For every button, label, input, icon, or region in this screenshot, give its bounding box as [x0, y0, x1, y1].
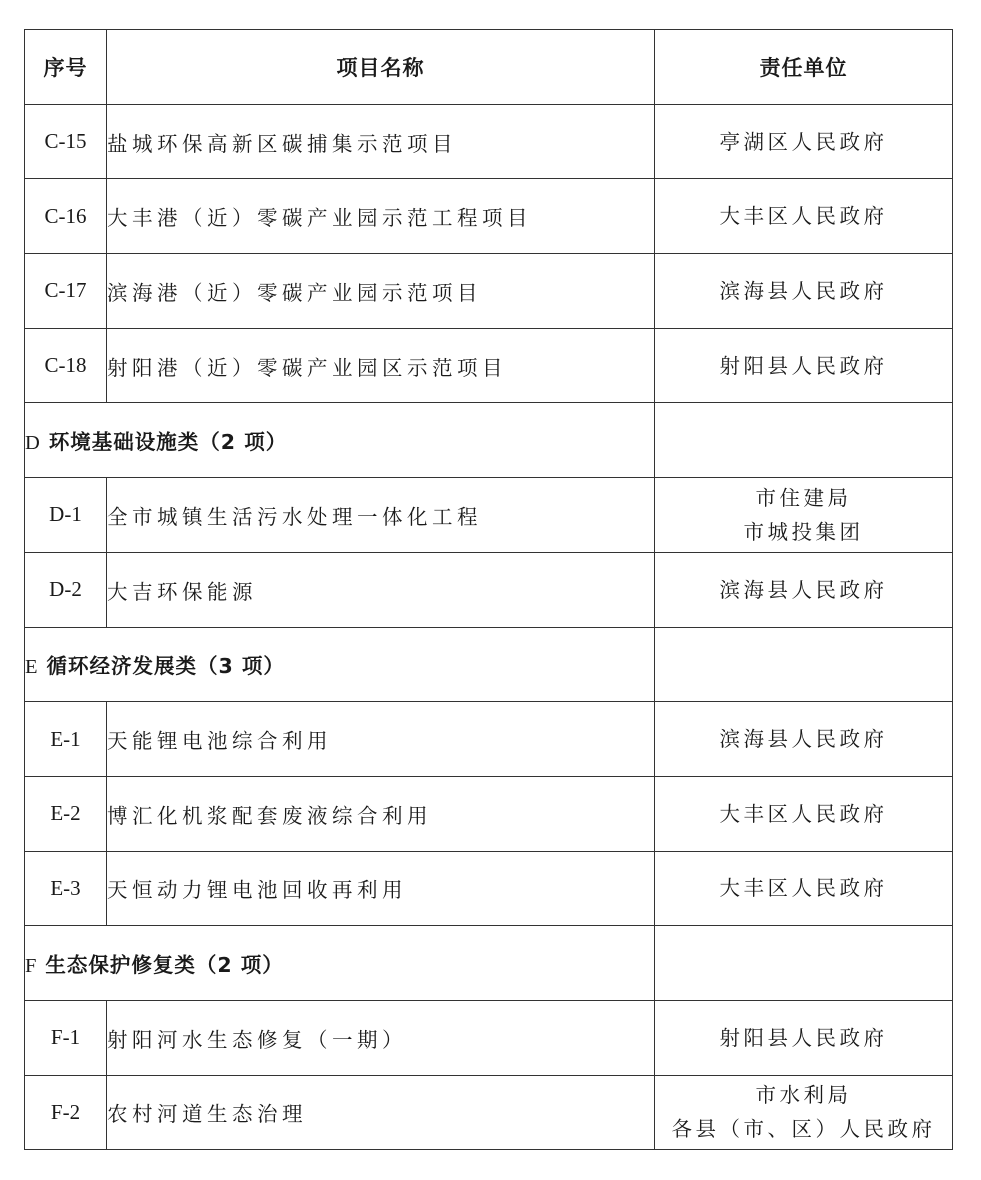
project-name: 博汇化机浆配套废液综合利用: [107, 776, 655, 851]
project-name: 大吉环保能源: [107, 552, 655, 627]
project-name: 盐城环保高新区碳捕集示范项目: [107, 104, 655, 179]
project-name: 滨海港（近）零碳产业园示范项目: [107, 254, 655, 329]
responsible-unit-line: 滨海县人民政府: [719, 727, 888, 752]
project-id: C-17: [25, 254, 107, 329]
header-name: 项目名称: [107, 30, 655, 105]
category-unit-cell: [655, 403, 953, 478]
project-id: F-2: [25, 1075, 107, 1150]
category-label: 循环经济发展类（3 项）: [46, 654, 285, 679]
table-row: [25, 328, 953, 403]
category-title: [25, 926, 655, 1001]
table-row: [25, 1075, 953, 1150]
table-row: [25, 776, 953, 851]
responsible-unit: [655, 552, 953, 627]
table-body: [25, 104, 953, 1150]
responsible-unit: [655, 776, 953, 851]
project-id: E-2: [25, 776, 107, 851]
responsible-unit-line: 市住建局: [755, 485, 852, 510]
table-row: [25, 552, 953, 627]
project-name: 天能锂电池综合利用: [107, 702, 655, 777]
project-id: C-18: [25, 328, 107, 403]
table-row: [25, 104, 953, 179]
category-title: [25, 627, 655, 702]
category-row: [25, 926, 953, 1001]
project-table: [24, 29, 953, 1150]
responsible-unit-line: 大丰区人民政府: [719, 801, 888, 826]
project-name: 农村河道生态治理: [107, 1075, 655, 1150]
responsible-unit: [655, 1000, 953, 1075]
responsible-unit: [655, 328, 953, 403]
responsible-unit-line: 各县（市、区）人民政府: [671, 1117, 936, 1142]
responsible-unit: [655, 254, 953, 329]
category-code: F: [25, 955, 38, 978]
header-unit: 责任单位: [655, 30, 953, 105]
header-id: 序号: [25, 30, 107, 105]
table-row: [25, 702, 953, 777]
project-id: E-3: [25, 851, 107, 926]
table-row: [25, 179, 953, 254]
table-header-row: [25, 30, 953, 105]
category-code: D: [25, 432, 41, 455]
responsible-unit-line: 滨海县人民政府: [719, 577, 888, 602]
responsible-unit: [655, 851, 953, 926]
responsible-unit-line: 市水利局: [755, 1083, 852, 1108]
project-id: C-15: [25, 104, 107, 179]
responsible-unit-line: 大丰区人民政府: [719, 204, 888, 229]
responsible-unit: [655, 1075, 953, 1150]
responsible-unit-line: 射阳县人民政府: [719, 353, 888, 378]
category-label: 生态保护修复类（2 项）: [45, 953, 284, 978]
project-id: D-2: [25, 552, 107, 627]
project-name: 射阳河水生态修复（一期）: [107, 1000, 655, 1075]
responsible-unit-line: 市城投集团: [743, 519, 864, 544]
table-row: [25, 1000, 953, 1075]
category-label: 环境基础设施类（2 项）: [48, 430, 288, 455]
responsible-unit-line: 大丰区人民政府: [719, 876, 888, 901]
table-row: [25, 254, 953, 329]
project-name: 大丰港（近）零碳产业园示范工程项目: [107, 179, 655, 254]
project-id: D-1: [25, 478, 107, 553]
project-id: E-1: [25, 702, 107, 777]
project-name: 天恒动力锂电池回收再利用: [107, 851, 655, 926]
responsible-unit: [655, 478, 953, 553]
category-code: E: [25, 656, 39, 679]
table-row: [25, 851, 953, 926]
project-id: F-1: [25, 1000, 107, 1075]
responsible-unit: [655, 702, 953, 777]
project-id: C-16: [25, 179, 107, 254]
table-row: [25, 478, 953, 553]
category-unit-cell: [655, 627, 953, 702]
project-name: 射阳港（近）零碳产业园区示范项目: [107, 328, 655, 403]
category-unit-cell: [655, 926, 953, 1001]
responsible-unit: [655, 104, 953, 179]
project-name: 全市城镇生活污水处理一体化工程: [107, 478, 655, 553]
responsible-unit-line: 亭湖区人民政府: [719, 129, 888, 154]
category-title: [25, 403, 655, 478]
category-row: [25, 403, 953, 478]
responsible-unit: [655, 179, 953, 254]
responsible-unit-line: 滨海县人民政府: [719, 278, 888, 303]
responsible-unit-line: 射阳县人民政府: [719, 1025, 888, 1050]
category-row: [25, 627, 953, 702]
